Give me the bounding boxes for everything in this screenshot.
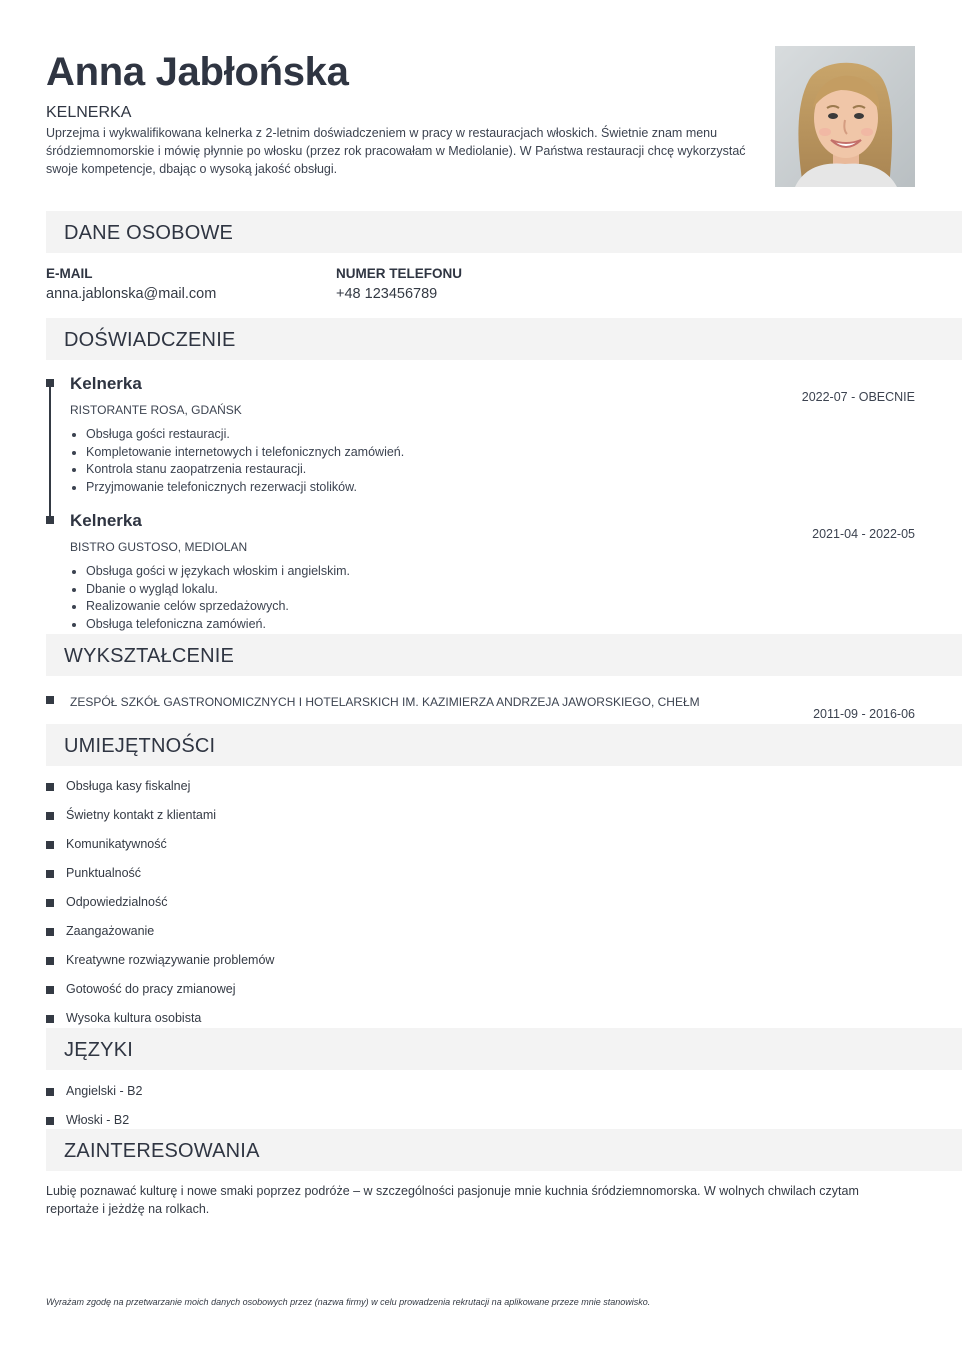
section-personal (46, 211, 962, 253)
section-languages (46, 1028, 962, 1070)
job-title: Kelnerka (70, 374, 142, 393)
profile-summary: Uprzejma i wykwalifikowana kelnerka z 2-letnim doświadczeniem w pracy w restauracjach włoskich. Świetnie znam menu śródziemnomorskie i mówię płynnie po włosku (przez rok pracowałam w Mediolanie). W Państwa restauracji chcę wykorzystać swoje kompetencje, dbając o wysoką jakość obsługi. (46, 126, 746, 176)
job-company: BISTRO GUSTOSO, MEDIOLAN (70, 540, 248, 554)
list-item: • Dbanie o wygląd lokalu. (86, 581, 770, 599)
profile-photo (775, 46, 915, 187)
list-item: • Obsługa telefoniczna zamówień. (86, 616, 770, 634)
section-title-interests: ZAINTERESOWANIA (64, 1140, 260, 1162)
phone-label: NUMER TELEFONU (336, 266, 462, 281)
skill-label: Wysoka kultura osobista (66, 1011, 202, 1025)
job-duties (70, 426, 770, 496)
section-title-experience: DOŚWIADCZENIE (64, 329, 236, 351)
skill-label: Gotowość do pracy zmianowej (66, 982, 236, 996)
email-label: E-MAIL (46, 266, 93, 281)
job-date: 2022-07 - OBECNIE (801, 390, 915, 404)
bullet-square (46, 899, 54, 907)
skill-label: Świetny kontakt z klientami (66, 808, 217, 822)
language-label: Angielski - B2 (66, 1084, 143, 1098)
skill-label: Odpowiedzialność (66, 895, 168, 909)
list-item: • Przyjmowanie telefonicznych rezerwacji stolików. (86, 479, 770, 497)
phone-value: +48 123456789 (336, 286, 438, 302)
timeline-marker (46, 379, 54, 387)
bullet-square (46, 870, 54, 878)
list-item: • Obsługa gości restauracji. (86, 426, 770, 444)
bullet-square (46, 986, 54, 994)
portrait-image (775, 46, 915, 187)
section-education (46, 634, 962, 676)
bullet-square (46, 812, 54, 820)
job-date: 2021-04 - 2022-05 (812, 527, 915, 541)
education-marker (46, 696, 54, 704)
timeline-line (49, 384, 51, 520)
bullet-square (46, 928, 54, 936)
bullet-square (46, 1088, 54, 1096)
bullet-square (46, 1117, 54, 1125)
skill-label: Kreatywne rozwiązywanie problemów (66, 953, 275, 967)
job-duties (70, 563, 770, 633)
section-title-personal: DANE OSOBOWE (64, 222, 234, 244)
bullet-square (46, 957, 54, 965)
interests-text: Lubię poznawać kulturę i nowe smaki poprzez podróże – w szczególności pasjonuje mnie kuchnia śródziemnomorska. W wolnych chwilach czytam reportaże i jeżdżę na rolkach. (46, 1184, 859, 1216)
section-interests (46, 1129, 962, 1171)
job-company: RISTORANTE ROSA, GDAŃSK (70, 403, 242, 417)
candidate-name: Anna Jabłońska (46, 50, 349, 94)
email-value: anna.jablonska@mail.com (46, 286, 217, 302)
education-date: 2011-09 - 2016-06 (813, 707, 915, 721)
skill-label: Punktualność (66, 866, 142, 880)
skill-label: Zaangażowanie (66, 924, 155, 938)
list-item: • Obsługa gości w językach włoskim i angielskim. (86, 563, 770, 581)
list-item: • Realizowanie celów sprzedażowych. (86, 598, 770, 616)
bullet-square (46, 783, 54, 791)
bullet-square (46, 841, 54, 849)
bullet-square (46, 1015, 54, 1023)
skill-label: Obsługa kasy fiskalnej (66, 779, 191, 793)
section-title-languages: JĘZYKI (64, 1039, 133, 1061)
timeline-marker (46, 516, 54, 524)
list-item: • Kompletowanie internetowych i telefonicznych zamówień. (86, 444, 770, 462)
section-experience (46, 318, 962, 360)
consent-clause: Wyrażam zgodę na przetwarzanie moich danych osobowych przez (nazwa firmy) w celu prowadzenia rekrutacji na aplikowane przeze mnie stanowisko. (46, 1297, 651, 1307)
job-title: Kelnerka (70, 511, 142, 530)
section-skills (46, 724, 962, 766)
language-label: Włoski - B2 (66, 1113, 130, 1127)
school-name: ZESPÓŁ SZKÓŁ GASTRONOMICZNYCH I HOTELARSKICH IM. KAZIMIERZA ANDRZEJA JAWORSKIEGO, CHEŁM (70, 695, 700, 709)
section-title-education: WYKSZTAŁCENIE (64, 645, 235, 667)
section-title-skills: UMIEJĘTNOŚCI (64, 735, 216, 757)
list-item: • Kontrola stanu zaopatrzenia restauracji. (86, 461, 770, 479)
job-role: KELNERKA (46, 104, 132, 121)
skill-label: Komunikatywność (66, 837, 167, 851)
